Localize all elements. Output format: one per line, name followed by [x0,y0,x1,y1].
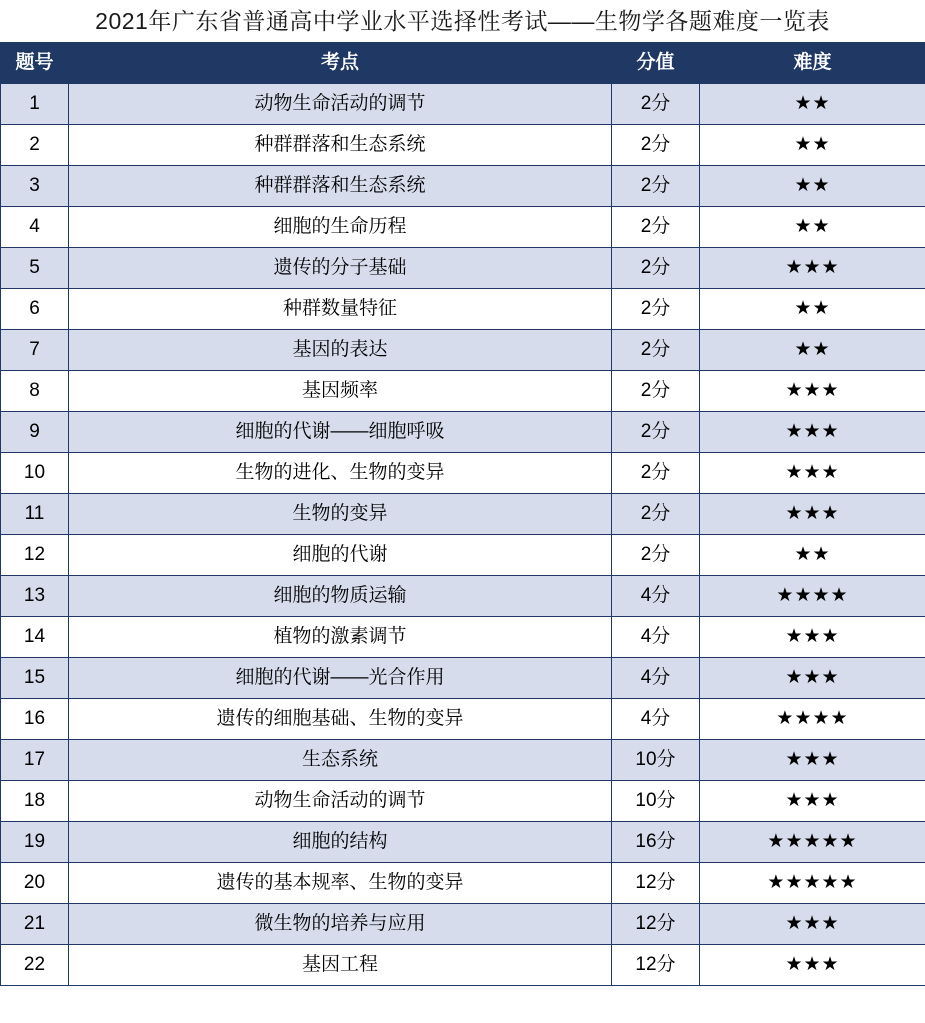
difficulty-table [0,42,925,986]
cell-question-number: 3 [1,166,69,207]
cell-score: 10分 [612,781,700,822]
table-row [1,494,925,535]
cell-score: 2分 [612,494,700,535]
cell-knowledge-point: 细胞的代谢——细胞呼吸 [69,412,612,453]
page-title: 2021年广东省普通高中学业水平选择性考试——生物学各题难度一览表 [95,8,830,34]
cell-score: 2分 [612,412,700,453]
cell-difficulty: ★★★ [700,371,925,412]
cell-score: 10分 [612,740,700,781]
cell-question-number: 5 [1,248,69,289]
cell-difficulty: ★★ [700,289,925,330]
cell-knowledge-point: 遗传的细胞基础、生物的变异 [69,699,612,740]
cell-score: 4分 [612,658,700,699]
cell-difficulty: ★★ [700,125,925,166]
table-row [1,822,925,863]
cell-score: 2分 [612,207,700,248]
table-row [1,535,925,576]
cell-knowledge-point: 生物的变异 [69,494,612,535]
cell-knowledge-point: 生物的进化、生物的变异 [69,453,612,494]
cell-question-number: 19 [1,822,69,863]
cell-difficulty: ★★ [700,330,925,371]
table-header [1,43,925,84]
table-row [1,371,925,412]
cell-question-number: 14 [1,617,69,658]
cell-question-number: 16 [1,699,69,740]
table-row [1,289,925,330]
cell-knowledge-point: 细胞的生命历程 [69,207,612,248]
table-row [1,248,925,289]
cell-difficulty: ★★ [700,166,925,207]
cell-knowledge-point: 生态系统 [69,740,612,781]
cell-difficulty: ★★★★★ [700,863,925,904]
cell-question-number: 4 [1,207,69,248]
table-body [1,84,925,986]
cell-question-number: 15 [1,658,69,699]
table-header-row [1,43,925,84]
cell-knowledge-point: 种群群落和生态系统 [69,166,612,207]
cell-score: 2分 [612,453,700,494]
cell-score: 4分 [612,617,700,658]
cell-score: 12分 [612,863,700,904]
cell-difficulty: ★★★ [700,945,925,986]
cell-difficulty: ★★★ [700,781,925,822]
cell-question-number: 13 [1,576,69,617]
cell-knowledge-point: 基因的表达 [69,330,612,371]
cell-knowledge-point: 细胞的代谢 [69,535,612,576]
table-row [1,207,925,248]
cell-difficulty: ★★★★ [700,699,925,740]
cell-difficulty: ★★★ [700,658,925,699]
cell-knowledge-point: 动物生命活动的调节 [69,781,612,822]
cell-question-number: 9 [1,412,69,453]
table-row [1,576,925,617]
cell-question-number: 22 [1,945,69,986]
cell-question-number: 2 [1,125,69,166]
table-row [1,453,925,494]
cell-question-number: 18 [1,781,69,822]
table-row [1,84,925,125]
table-row [1,863,925,904]
table-row [1,781,925,822]
table-row [1,945,925,986]
cell-knowledge-point: 种群群落和生态系统 [69,125,612,166]
table-row [1,699,925,740]
cell-knowledge-point: 基因工程 [69,945,612,986]
column-header-difficulty: 难度 [700,43,925,84]
cell-score: 2分 [612,166,700,207]
cell-difficulty: ★★★ [700,494,925,535]
table-row [1,617,925,658]
cell-question-number: 7 [1,330,69,371]
cell-score: 12分 [612,904,700,945]
cell-difficulty: ★★★★★ [700,822,925,863]
cell-knowledge-point: 遗传的基本规率、生物的变异 [69,863,612,904]
cell-knowledge-point: 细胞的代谢——光合作用 [69,658,612,699]
cell-knowledge-point: 细胞的结构 [69,822,612,863]
table-row [1,740,925,781]
cell-difficulty: ★★★ [700,412,925,453]
cell-difficulty: ★★★ [700,453,925,494]
column-header-knowledge: 考点 [69,43,612,84]
cell-score: 2分 [612,84,700,125]
cell-score: 12分 [612,945,700,986]
cell-difficulty: ★★★ [700,617,925,658]
cell-question-number: 1 [1,84,69,125]
column-header-score: 分值 [612,43,700,84]
cell-score: 2分 [612,125,700,166]
cell-score: 2分 [612,248,700,289]
cell-question-number: 21 [1,904,69,945]
cell-knowledge-point: 种群数量特征 [69,289,612,330]
cell-score: 2分 [612,330,700,371]
cell-question-number: 17 [1,740,69,781]
cell-knowledge-point: 动物生命活动的调节 [69,84,612,125]
cell-knowledge-point: 细胞的物质运输 [69,576,612,617]
cell-knowledge-point: 基因频率 [69,371,612,412]
table-row [1,412,925,453]
cell-score: 4分 [612,576,700,617]
cell-knowledge-point: 植物的激素调节 [69,617,612,658]
cell-knowledge-point: 遗传的分子基础 [69,248,612,289]
cell-question-number: 10 [1,453,69,494]
table-row [1,166,925,207]
cell-question-number: 20 [1,863,69,904]
cell-question-number: 6 [1,289,69,330]
cell-knowledge-point: 微生物的培养与应用 [69,904,612,945]
table-row [1,330,925,371]
cell-question-number: 12 [1,535,69,576]
cell-score: 2分 [612,371,700,412]
cell-score: 16分 [612,822,700,863]
cell-difficulty: ★★★ [700,740,925,781]
cell-difficulty: ★★★ [700,904,925,945]
cell-difficulty: ★★ [700,84,925,125]
cell-score: 4分 [612,699,700,740]
cell-score: 2分 [612,289,700,330]
cell-difficulty: ★★★ [700,248,925,289]
cell-difficulty: ★★ [700,535,925,576]
cell-question-number: 8 [1,371,69,412]
column-header-number: 题号 [1,43,69,84]
cell-score: 2分 [612,535,700,576]
cell-question-number: 11 [1,494,69,535]
cell-difficulty: ★★ [700,207,925,248]
table-row [1,904,925,945]
table-row [1,125,925,166]
cell-difficulty: ★★★★ [700,576,925,617]
table-row [1,658,925,699]
